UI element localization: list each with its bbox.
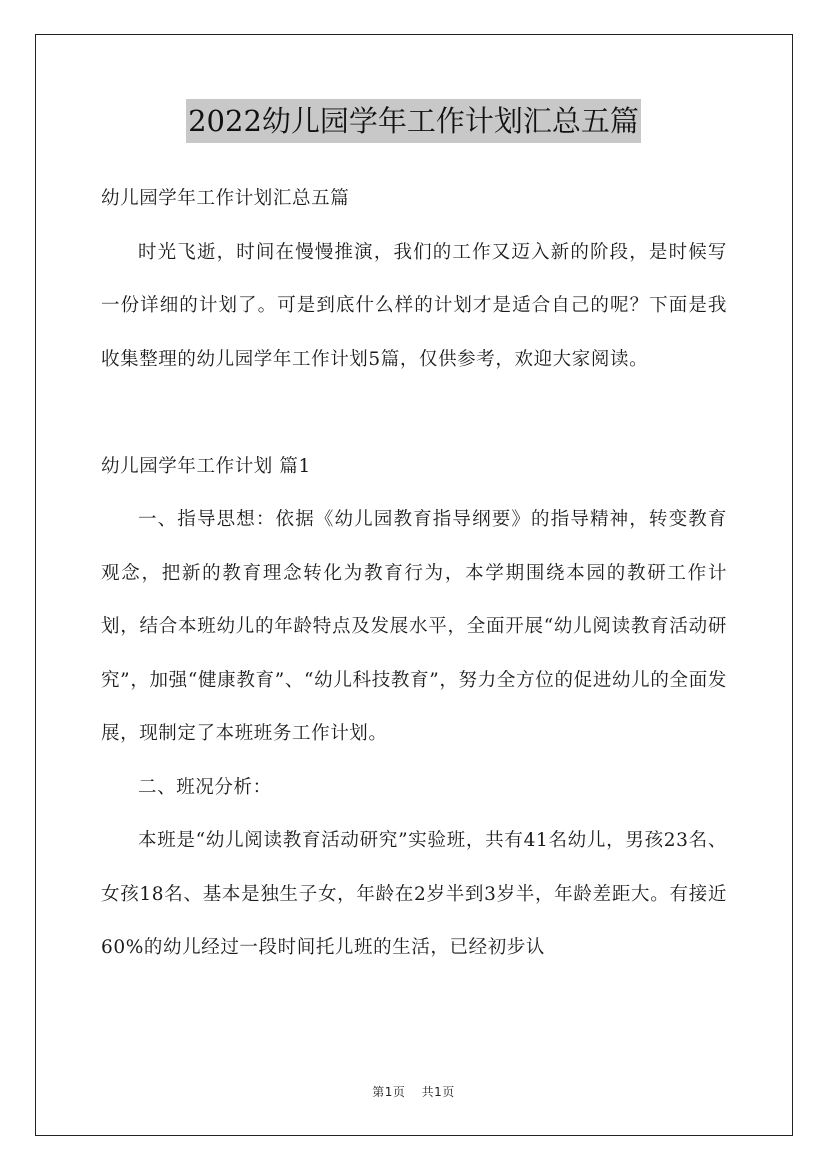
page-number: 第1页 xyxy=(372,1085,406,1099)
title-container xyxy=(0,99,827,143)
paragraph-class-analysis-heading: 二、班况分析： xyxy=(138,776,272,798)
paragraph-class-analysis: 本班是“幼儿阅读教育活动研究”实验班，共有41名幼儿，男孩23名、女孩18名、基本是独生子女，年龄在2岁半到3岁半，年龄差距大。有接近60%的幼儿经过一段时间托儿班的生活，已经初步认 xyxy=(101,830,727,958)
intro-paragraph: 时光飞逝，时间在慢慢推演，我们的工作又迈入新的阶段，是时候写一份详细的计划了。可是到底什么样的计划才是适合自己的呢？下面是我收集整理的幼儿园学年工作计划5篇，仅供参考，欢迎大家阅读。 xyxy=(101,241,727,370)
paragraph-spacer xyxy=(101,386,727,440)
page-footer xyxy=(0,1083,827,1100)
section-heading: 幼儿园学年工作计划 篇1 xyxy=(101,455,311,477)
document-title: 2022幼儿园学年工作计划汇总五篇 xyxy=(186,99,641,143)
document-subtitle: 幼儿园学年工作计划汇总五篇 xyxy=(101,188,350,209)
document-body xyxy=(101,172,727,975)
page-total: 共1页 xyxy=(421,1085,455,1099)
paragraph-guiding-thought: 一、指导思想：依据《幼儿园教育指导纲要》的指导精神，转变教育观念，把新的教育理念转化为教育行为，本学期围绕本园的教研工作计划，结合本班幼儿的年龄特点及发展水平，全面开展“幼儿阅读教育活动研究”，加强“健康教育”、“幼儿科技教育”，努力全方位的促进幼儿的全面发展，现制定了本班班务工作计划。 xyxy=(101,509,727,744)
